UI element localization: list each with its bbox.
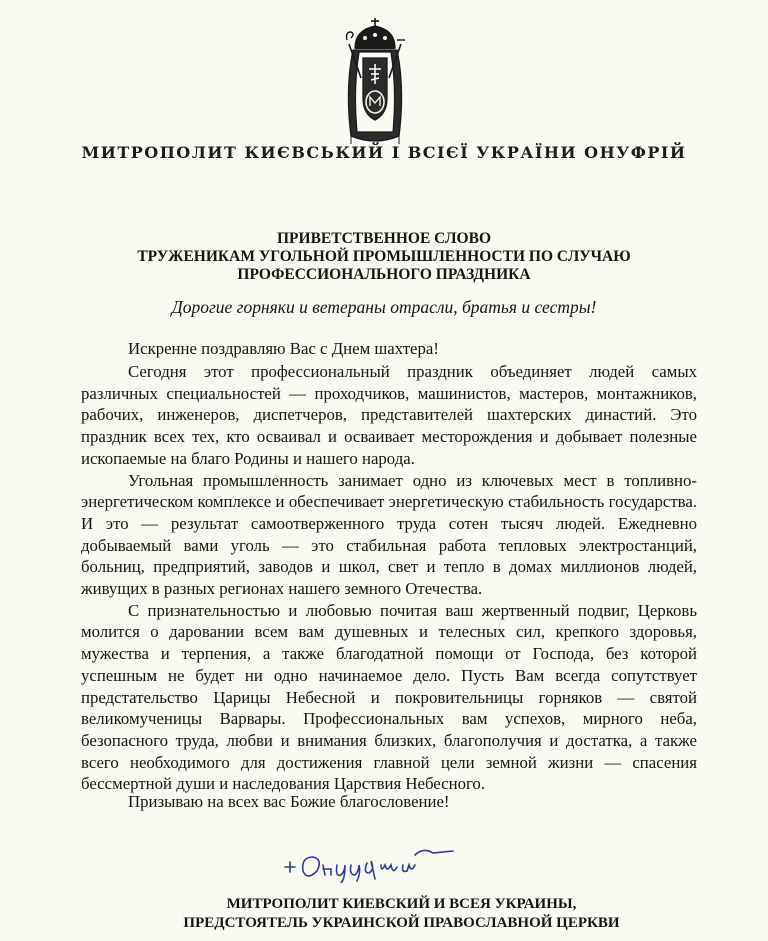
metropolitan-coat-of-arms-icon xyxy=(341,18,409,146)
signatory-title-line-2: ПРЕДСТОЯТЕЛЬ УКРАИНСКОЙ ПРАВОСЛАВНОЙ ЦЕРКВИ xyxy=(183,915,620,931)
document-title-line-3: ПРОФЕССИОНАЛЬНОГО ПРАЗДНИКА xyxy=(237,266,531,283)
document-title-line-2: ТРУЖЕНИКАМ УГОЛЬНОЙ ПРОМЫШЛЕННОСТИ ПО СЛУЧАЮ xyxy=(137,248,631,265)
salutation: Дорогие горняки и ветераны отрасли, братья и сестры! xyxy=(171,297,597,317)
signatory-title xyxy=(0,895,768,933)
body-paragraph-2: Угольная промышленность занимает одно из ключевых мест в топливно-энергетическом комплексе и обеспечивает энергетическую стабильность государства. И это — результат самоотверженного труда сотен тысяч людей. Ежедневно добываемый вами уголь — это стабильная работа тепловых электростанций, больниц, предприятий, заводов и школ, свет и тепло в домах миллионов людей, живущих в разных регионах нашего земного Отечества. xyxy=(81,470,697,599)
body-paragraph-1: Сегодня этот профессиональный праздник объединяет людей самых различных специальностей — проходчиков, машинистов, мастеров, монтажников, рабочих, инженеров, диспетчеров, представителей шахтерских династий. Это праздник всех тех, кто осваивал и осваивает месторождения и добывает полезные ископаемые на благо Родины и нашего народа. xyxy=(81,362,697,468)
body-paragraph-3: С признательностью и любовью почитая ваш жертвенный подвиг, Церковь молится о даровании всем вам душевных и телесных сил, крепкого здоровья, мужества и терпения, а также благодатной помощи от Господа, без которой успешным не будет ни одно начинаемое дело. Пусть Вам всегда сопутствует предстательство Царицы Небесной и покровительницы горняков — святой великомученицы Варвары. Профессиональных вам успехов, мирного неба, безопасного труда, любви и внимания близких, благополучия и достатка, а также всего необходимого для достижения главной цели земной жизни — спасения бессмертной души и наследования Царствия Небесного. xyxy=(81,600,697,794)
signatory-title-line-1: МИТРОПОЛИТ КИЕВСКИЙ И ВСЕЯ УКРАИНЫ, xyxy=(226,896,577,912)
document-title-line-1: ПРИВЕТСТВЕННОЕ СЛОВО xyxy=(277,230,491,247)
closing-blessing: Призываю на всех вас Божие благословение! xyxy=(128,792,450,811)
letter-body xyxy=(81,361,697,795)
opening-line: Искренне поздравляю Вас с Днем шахтера! xyxy=(128,339,439,358)
handwritten-signature xyxy=(283,843,463,883)
letterhead-title: МИТРОПОЛИТ КИЄВСЬКИЙ І ВСІЄЇ УКРАЇНИ ОНУФРІЙ xyxy=(81,143,687,162)
